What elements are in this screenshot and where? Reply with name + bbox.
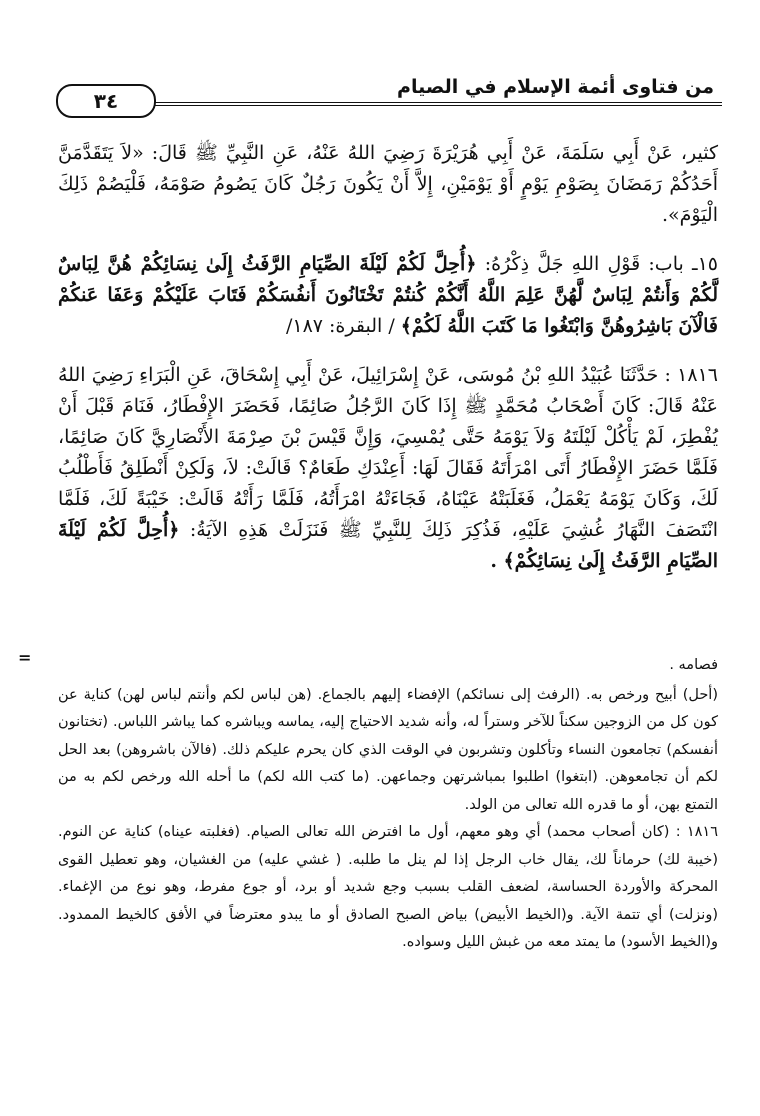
verse-reference: / البقرة: ١٨٧/ (285, 315, 395, 337)
header-rule (154, 102, 722, 106)
footnote-continuation: فصامه . (669, 657, 718, 673)
footnote-verse-explanation: (أحل) أبيح ورخص به. (الرفث إلى نسائكم) الإفضاء إليهم بالجماع. (هن لباس لكم وأنتم لباس لهن) كناية عن كون كل من الزوجين سكناً للآخر وستراً له، وأنه شديد الاحتياج إليه، يماسه ويباشره كما يباشر اللباس. (تختانون أنفسكم) تجامعون النساء وتأكلون وتشربون في الوقت الذي كان يحرم عليكم ذلك. (فالآن باشروهن) بعد الحل لكم أن تجامعوهن. (ابتغوا) اطلبوا بمباشرتهن وجماعهن. (ما كتب الله لكم) ما أحله الله ورخص لكم به من التمتع بهن، أو ما قدره الله تعالى من الولد. (58, 686, 718, 813)
footnotes (58, 652, 718, 957)
page-number: ٣٤ (56, 84, 156, 118)
quran-verse: ﴿أُحِلَّ لَكُمْ لَيْلَةَ الصِّيَامِ الرَّفَثُ إِلَىٰ نِسَائِكُمْ هُنَّ لِبَاسٌ لَّكُمْ وَأَنتُمْ لِبَاسٌ لَّهُنَّ عَلِمَ اللَّهُ أَنَّكُمْ كُنتُمْ تَخْتَانُونَ أَنفُسَكُمْ فَتَابَ عَلَيْكُمْ وَعَفَا عَنكُمْ فَالْآنَ بَاشِرُوهُنَّ وَابْتَغُوا مَا كَتَبَ اللَّهُ لَكُمْ﴾ (58, 253, 718, 337)
hadith-verse: ﴿أُحِلَّ لَكُمْ لَيْلَةَ الصِّيَامِ الرَّفَثُ إِلَىٰ نِسَائِكُمْ﴾ . (58, 519, 718, 572)
main-text (58, 138, 718, 595)
hadith-1816 (58, 360, 718, 577)
chapter-title: ١٥ـ باب: قَوْلِ اللهِ جَلَّ ذِكْرُهُ: (484, 253, 719, 275)
hadith-continuation: كثير، عَنْ أَبِي سَلَمَةَ، عَنْ أَبِي هُرَيْرَةَ رَضِيَ اللهُ عَنْهُ، عَنِ النَّبِيِّ ﷺ قَالَ: «لاَ يَتَقَدَّمَنَّ أَحَدُكُمْ رَمَضَانَ بِصَوْمِ يَوْمٍ أَوْ يَوْمَيْنِ، إِلاَّ أَنْ يَكُونَ رَجُلٌ كَانَ يَصُومُ صَوْمَهُ، فَلْيَصُمْ ذَلِكَ الْيَوْمَ». (58, 142, 718, 226)
running-title: من فتاوى أئمة الإسلام في الصيام (397, 76, 714, 98)
footnote-1816: ١٨١٦ : (كان أصحاب محمد) أي وهو معهم، أول ما افترض الله تعالى الصيام. (فغلبته عيناه) كناية عن النوم. (خيبة لك) حرماناً لك، يقال خاب الرجل إذا لم ينل ما طلبه. ( غشي عليه) من الغشيان، وهو تعطيل القوى المحركة والأوردة الحساسة، لضعف القلب بسبب وجع شديد أو برد، أو جوع مفرط، وهو نوع من الإغماء. (ونزلت) أي تتمة الآية. و(الخيط الأبيض) بياض الصبح الصادق أو ما يبدو معترضاً في الأفق كالخيط الممدود. و(الخيط الأسود) ما يمتد معه من غبش الليل وسواده. (58, 824, 718, 950)
footnote-marker: = (18, 648, 32, 667)
chapter-heading (58, 249, 718, 342)
page-header (50, 62, 722, 122)
hadith-text: ١٨١٦ : حَدَّثَنَا عُبَيْدُ اللهِ بْنُ مُوسَى، عَنْ إِسْرَائِيلَ، عَنْ أَبِي إِسْحَاقَ، عَنِ الْبَرَاءِ رَضِيَ اللهُ عَنْهُ قَالَ: كَانَ أَصْحَابُ مُحَمَّدٍ ﷺ إِذَا كَانَ الرَّجُلُ صَائِمًا، فَحَضَرَ الإِفْطَارُ، فَنَامَ قَبْلَ أَنْ يُفْطِرَ، لَمْ يَأْكُلْ لَيْلَتَهُ وَلاَ يَوْمَهُ حَتَّى يُمْسِيَ، وَإِنَّ قَيْسَ بْنَ صِرْمَةَ الأَنْصَارِيَّ كَانَ صَائِمًا، فَلَمَّا حَضَرَ الإِفْطَارُ أَتَى امْرَأَتَهُ فَقَالَ لَهَا: أَعِنْدَكِ طَعَامٌ؟ قَالَتْ: لاَ، وَلَكِنْ أَنْطَلِقُ فَأَطْلُبُ لَكَ، وَكَانَ يَوْمَهُ يَعْمَلُ، فَغَلَبَتْهُ عَيْنَاهُ، فَجَاءَتْهُ امْرَأَتُهُ، فَلَمَّا رَأَتْهُ قَالَتْ: خَيْبَةً لَكَ، فَلَمَّا انْتَصَفَ النَّهَارُ غُشِيَ عَلَيْهِ، فَذُكِرَ ذَلِكَ لِلنَّبِيِّ ﷺ فَنَزَلَتْ هَذِهِ الآيَةُ: (58, 364, 719, 541)
